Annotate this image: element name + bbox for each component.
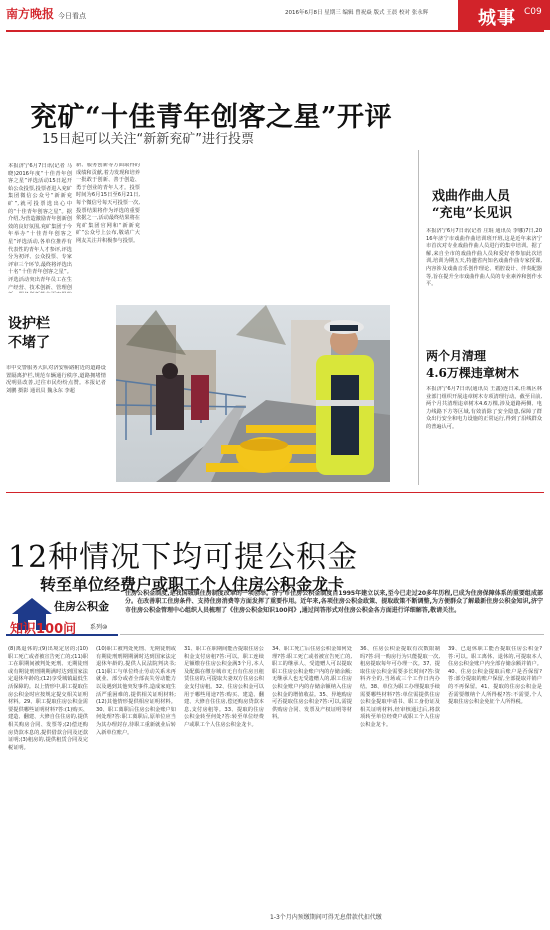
lower-intro: 住房公积金制度,是我国城镇住房制度改革的一项创举。济宁市住房公积金制度自1995年建立以来,至今已走过20多年历程,已成为住房保障体系的重要组成部分。在改善职工住房条件、支持住房消费等方面发挥了重要作用。近年来,各项住房公积金政策、提取政策不断调整,为方便群众了解最新住房公积金知识,济宁市住房公积金管理中心组织人员梳理了《住房公积金知识100问》,通过问答形式对住房公积金各方面进行详细解答,敬请关注。 (125, 590, 543, 614)
traffic-police-photo (116, 305, 390, 482)
side-story-title: 戏曲作曲人员 “充电”长见识 (432, 189, 512, 221)
issue-meta: 2016年6月8日 星期三 编辑 曾祝焱 版式 王晨 校对 张永辉 (285, 10, 429, 16)
story-column-3 (144, 163, 208, 293)
newspaper-logo: 南方晚报 今日看点 (6, 7, 87, 21)
story-column-1: 本报济宁6月7日讯(记者 马晓)2016年度“十佳青年创客之星”评选活动15日起开始公众投票,投票者进入兖矿集团微信公众号“新新兖矿”,就可投票选出心中的“十佳青年创客之星”。据介绍,为营造激励青年创新创效的良好氛围,兖矿集团于今年举办“十佳青年创客之星”评选活动,各单位推荐有代表性的青年人才参评,评选分为初评、公众投票、专家评审三个环节,最终将评选出十名“十佳青年创客之星”。评选活动突出青年员工在生产经营、技术创新、管理创 (8, 163, 72, 291)
page-number: C09 (524, 7, 542, 17)
lower-column-4: 34、职工死亡后住房公积金如何处理?答:职工死亡或者被宣告死亡的,职工的继承人、受遗赠人可以提取职工住房公积金账户内的存储余额;无继承人也无受遗赠人的,职工住房公积金账户内的存储余额纳入住房公积金的增值收益。35、异地购房可否提取住房公积金?答:可以,需提供购房合同、发票及产权证明等材料。 (272, 646, 352, 721)
series-box-subtitle: 知识100问 (10, 622, 77, 637)
footer-note: 1-3个月内预缴期间可得无息借款代扣代缴 (270, 914, 382, 921)
story-column-5 (280, 163, 344, 293)
section-divider (6, 492, 544, 493)
news-photo (116, 305, 390, 482)
intro-divider (120, 634, 544, 635)
side-story-text: 本报济宁6月7日讯(记者 庄琨 通讯员 李娜)7日,2016年济宁市戏曲作曲培训班开班,这是近年来济宁市首次对专业戏曲作曲人员进行的集中培训。据了解,来自全市的戏曲作曲人员和爱好者参加此次培训,培训为期五天,特邀省内知名戏曲作曲专家授课,内容涉及戏曲音乐创作理论、唱腔设计、伴奏配器等,旨在提升全市戏曲作曲人员的专业素养和创作水平。 (426, 228, 542, 288)
story-column-4 (212, 163, 276, 293)
lower-column-1: (8)离退休的;(9)出境定居的;(10)职工死亡或者被宣告死亡的;(11)职工在职期间被判处死刑、无期徒刑或有期徒刑刑期期满时达到国家法定退休年龄的;(12)享受城镇最低生活保障的。以上情形中,职工提取住房公积金时应按规定提交相关证明材料。29、职工提取住房公积金需要提供哪些证明材料?答:(1)购买、建造、翻建、大修自住住房的,提供相关购房合同、发票等;(2)偿还购房贷款本息的,提供借款合同及还款证明;(3)租房的,提供租赁合同及完税证明。 (8, 646, 88, 751)
lower-headline: 12种情况下均可提公积金 (8, 540, 359, 575)
photo-caption-box (6, 305, 110, 445)
side-story-2-text: 本报济宁6月7日讯(通讯员 王鑫)连日来,任城区林业部门组织开展违章树木专项清理行动。截至目前,两个月共清理违章树木4.6万棵,涉及道路两侧、电力线路下方等区域,有效消除了安全隐患,保障了群众出行安全和电力设施的正常运行,得到了沿线群众的普遍认可。 (426, 386, 542, 430)
logo-subtitle: 今日看点 (58, 12, 87, 20)
section-name: 城事 (478, 8, 516, 29)
story-column-2: 新、服务创新等方面取得的成绩和贡献,着力发现和培养一批敢于创新、善于创造、勇于创业的青年人才。投票时间为6月15日至6月21日,每个微信号每天可投票一次,投票结果将作为评选的重要依据之一,活动最终结果将在兖矿集团官网和“新新兖矿”公众号上公布,敬请广大网友关注并积极参与投票。 (76, 163, 140, 245)
lower-column-2: (10)职工被判处死刑、无期徒刑或有期徒刑刑期期满时达到国家法定退休年龄的,提供人民法院判决书;(11)职工与单位终止劳动关系未再就业、部分或者全部丧失劳动能力以及遇到其他突发事件,造成家庭生活严重困难的,提供相关证明材料;(12)其他情形提供相应证明材料。30、职工离职后住房公积金账户如何处理?答:职工离职后,原单位应当为其办理封存,待职工重新就业后转入新单位账户。 (96, 646, 176, 736)
header-rule (6, 30, 544, 32)
series-number: 系列⑩ (90, 624, 108, 631)
side-story-2-title: 两个月清理 4.6万棵违章树木 (426, 349, 519, 380)
main-subheadline: 15日起可以关注“新新兖矿”进行投票 (42, 132, 255, 147)
series-box-title: 住房公积金 (54, 600, 109, 613)
lower-column-5: 36、住房公积金提取有次数限制吗?答:同一购房行为只能提取一次,租房提取每年可办理一次。37、提取住房公积金需要多长时间?答:资料齐全的,当场或三个工作日内办结。38、单位为职工办理提取手续需要哪些材料?答:单位需提供住房公积金提取申请书、职工身份证及相关证明材料,经审核通过后,将款项转至单位经费户或职工个人住房公积金龙卡。 (360, 646, 440, 728)
caption-text: 市中交警服务大队对济安桥路附近的道路设置隔离护栏,规范车辆通行秩序,道路拥堵情况明显改善,过往市民纷纷点赞。本报记者 刘鹏 摄影 通讯员 魏永东 李超 (6, 365, 106, 394)
lower-column-3: 31、职工在职期间能否提取住房公积金支付房租?答:可以。职工连续足额缴存住房公积金满3个月,本人及配偶在缴存城市无自有住房且租赁住房的,可提取夫妻双方住房公积金支付房租。32、住房公积金可以用于哪些用途?答:购买、建造、翻建、大修自住住房,偿还购房贷款本息,支付房租等。33、提取的住房公积金转至何处?答:转至单位经费户或职工个人住房公积金龙卡。 (184, 646, 264, 728)
caption-title: 设护栏 不堵了 (8, 316, 50, 351)
lower-column-6: 39、已退休职工能否提取住房公积金?答:可以。职工离休、退休的,可提取本人住房公积金账户内全部存储余额并销户。40、住房公积金提取后账户是否保留?答:部分提取的账户保留,全部提取并销户的不再保留。41、提取的住房公积金是否需要缴纳个人所得税?答:不需要,个人提取住房公积金免征个人所得税。 (448, 646, 542, 706)
lower-subheadline: 转至单位经费户或职工个人住房公积金龙卡 (40, 575, 345, 594)
series-logo (6, 588, 118, 640)
main-headline: 兖矿“十佳青年创客之星”开评 (30, 102, 393, 133)
story-column-6 (348, 163, 412, 293)
column-divider (418, 150, 419, 485)
